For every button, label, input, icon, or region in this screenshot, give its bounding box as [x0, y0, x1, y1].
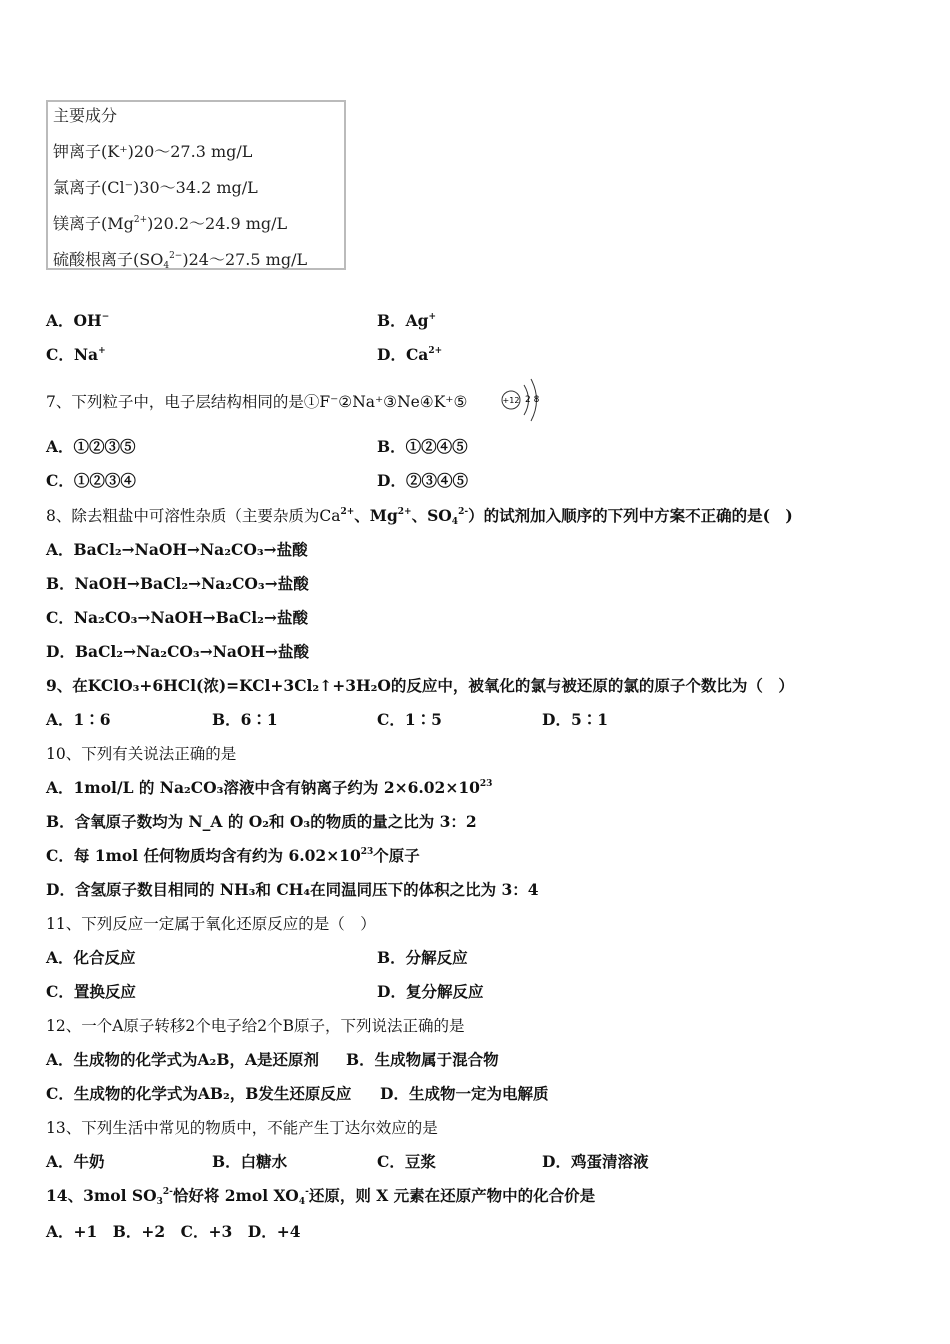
q11-stem: 11、下列反应一定属于氧化还原反应的是（ ）: [46, 915, 376, 933]
q10-option-b: B．含氧原子数均为 N_A 的 O₂和 O₃的物质的量之比为 3：2: [46, 812, 477, 831]
q9-stem: 9、在KClO₃+6HCl(浓)=KCl+3Cl₂↑+3H₂O的反应中，被氧化的氯与被还原的氯的原子个数比为（ ）: [46, 676, 794, 695]
q9-option-d: D．5∶1: [542, 710, 609, 729]
q13-stem: 13、下列生活中常见的物质中，不能产生丁达尔效应的是: [46, 1119, 438, 1137]
q8-option-b: B．NaOH→BaCl₂→Na₂CO₃→盐酸: [46, 574, 309, 593]
q6-option-c: C．Na+: [46, 345, 106, 364]
label-row-sulfate: 硫酸根离子$(SO_4^{2-})24\sim 27.5$ mg/L: [53, 250, 308, 271]
q6-option-a: A．OH−: [46, 311, 110, 330]
q9-option-a: A．1∶6: [46, 710, 111, 729]
q13-option-b: B．白糖水: [212, 1152, 288, 1171]
label-title: 主要成分: [53, 106, 118, 125]
q7-option-a: A．①②③⑤: [46, 437, 136, 456]
mineral-water-label: [46, 100, 346, 270]
q12-option-c: C．生成物的化学式为AB₂，B发生还原反应: [46, 1084, 352, 1103]
q14-options: A．+1 B．+2 C．+3 D．+4: [46, 1222, 301, 1241]
q12-option-d: D．生成物一定为电解质: [380, 1084, 549, 1103]
q11-option-d: D．复分解反应: [377, 982, 484, 1001]
q7-option-d: D．②③④⑤: [377, 471, 468, 490]
q12-option-b: B．生成物属于混合物: [346, 1050, 499, 1069]
q8-option-d: D．BaCl₂→Na₂CO₃→NaOH→盐酸: [46, 642, 310, 661]
q11-option-a: A．化合反应: [46, 948, 136, 967]
q7-option-c: C．①②③④: [46, 471, 136, 490]
q13-option-a: A．牛奶: [46, 1152, 105, 1171]
atom-structure-diagram: [500, 377, 546, 425]
q10-option-c: C．每 1mol 任何物质均含有约为 $6.02\times 10^{23}$个原子: [46, 846, 420, 865]
label-row-chloride: 氯离子(Cl⁻)30～34.2 mg/L: [53, 178, 258, 197]
label-row-potassium: 钾离子(K⁺)20～27.3 mg/L: [53, 142, 253, 161]
q13-option-c: C．豆浆: [377, 1152, 436, 1171]
q9-option-b: B．6∶1: [212, 710, 278, 729]
q8-option-c: C．Na₂CO₃→NaOH→BaCl₂→盐酸: [46, 608, 308, 627]
q8-option-a: A．BaCl₂→NaOH→Na₂CO₃→盐酸: [46, 540, 308, 559]
q11-option-b: B．分解反应: [377, 948, 468, 967]
q9-option-c: C．1∶5: [377, 710, 442, 729]
q7-stem: 7、下列粒子中，电子层结构相同的是①F⁻②Na⁺③Ne④K⁺⑤: [46, 393, 468, 411]
q11-option-c: C．置换反应: [46, 982, 136, 1001]
q13-option-d: D．鸡蛋清溶液: [542, 1152, 649, 1171]
q7-option-b: B．①②④⑤: [377, 437, 468, 456]
q12-stem: 12、一个A原子转移2个电子给2个B原子，下列说法正确的是: [46, 1017, 465, 1035]
q6-option-b: B．Ag+: [377, 311, 437, 330]
q10-option-d: D．含氢原子数目相同的 NH₃和 CH₄在同温同压下的体积之比为 3：4: [46, 880, 539, 899]
nucleus-charge: +12: [502, 396, 520, 405]
q10-option-a: A．1mol/L 的 Na₂CO₃溶液中含有钠离子约为 $2\times 6.02\times 10^{23}$: [46, 778, 493, 797]
q10-stem: 10、下列有关说法正确的是: [46, 745, 237, 763]
electron-shells: 2 8: [525, 395, 540, 405]
label-row-magnesium: 镁离子$(Mg^{2+})20.2\sim 24.9$ mg/L: [53, 214, 288, 233]
q8-stem: 8、除去粗盐中可溶性杂质（主要杂质为$Ca^{2+}$、$Mg^{2+}$、$SO_4^{2-}$）的试剂加入顺序的下列中方案不正确的是( ): [46, 506, 793, 527]
q6-option-d: D．$Ca^{2+}$: [377, 345, 443, 364]
q14-stem: 14、3mol $SO_3^{2-}$恰好将 2mol $XO_4^-$还原，则 X 元素在还原产物中的化合价是: [46, 1186, 596, 1207]
q12-option-a: A．生成物的化学式为A₂B，A是还原剂: [46, 1050, 319, 1069]
